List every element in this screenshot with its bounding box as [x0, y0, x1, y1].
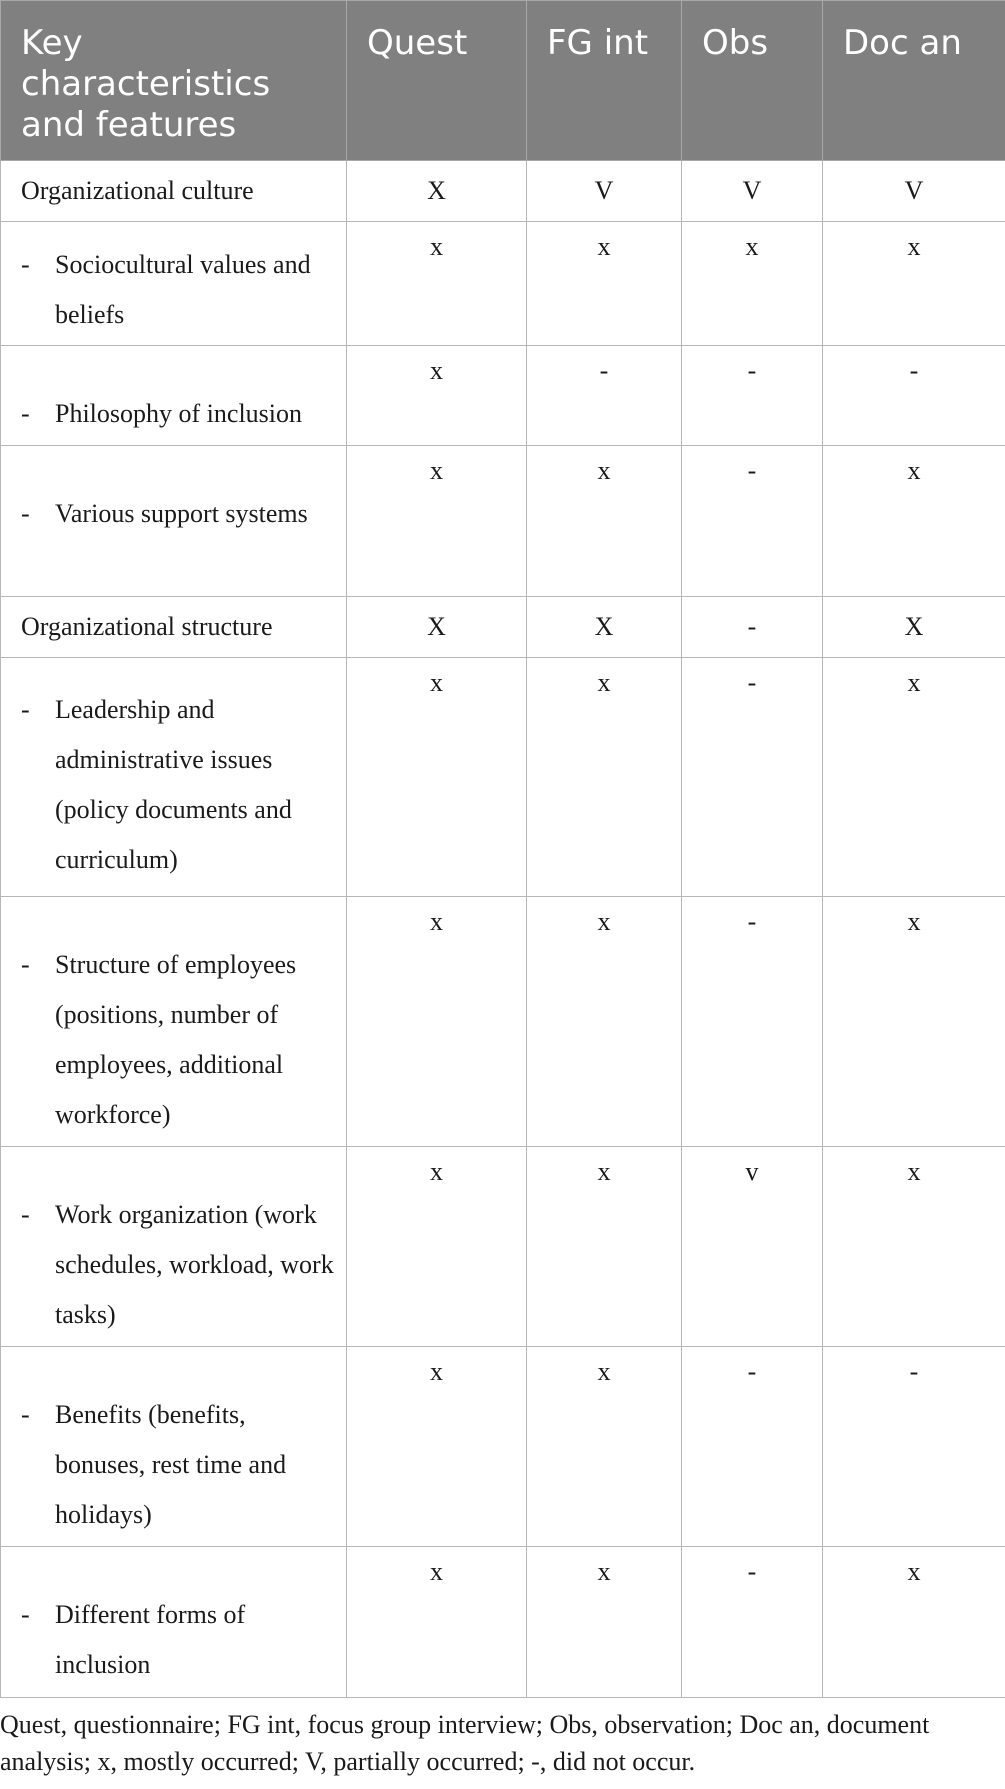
table-row [1, 1347, 1005, 1547]
header-doc-an: Doc an [823, 1, 1005, 161]
cell-fg-int: x [527, 1347, 682, 1547]
header-feature: Key characteristics and features [1, 1, 347, 161]
cell-quest: x [347, 222, 527, 346]
cell-doc-an: x [823, 658, 1005, 897]
cell-doc-an: x [823, 897, 1005, 1147]
row-label-cell [1, 446, 347, 597]
table-row [1, 1147, 1005, 1347]
cell-doc-an: - [823, 1347, 1005, 1547]
cell-fg-int: x [527, 1547, 682, 1698]
table-row [1, 446, 1005, 597]
cell-quest: x [347, 1347, 527, 1547]
cell-obs: - [682, 597, 823, 658]
table-row [1, 658, 1005, 897]
row-label-cell [1, 1347, 347, 1547]
header-obs: Obs [682, 1, 823, 161]
cell-obs: - [682, 446, 823, 597]
cell-doc-an: x [823, 1547, 1005, 1698]
row-label: Philosophy of inclusion [55, 399, 303, 428]
cell-fg-int: X [527, 597, 682, 658]
list-dash: - [21, 399, 30, 428]
cell-fg-int: - [527, 346, 682, 446]
cell-quest: x [347, 1547, 527, 1698]
row-label: Work organization (work schedules, workload, work tasks) [55, 1200, 334, 1329]
list-dash: - [21, 695, 30, 724]
header-quest: Quest [347, 1, 527, 161]
table-row [1, 222, 1005, 346]
table-row [1, 897, 1005, 1147]
cell-doc-an: X [823, 597, 1005, 658]
cell-obs: - [682, 1347, 823, 1547]
cell-quest: x [347, 897, 527, 1147]
table-row-organizational-culture [1, 161, 1005, 222]
cell-obs: V [682, 161, 823, 222]
cell-fg-int: x [527, 1147, 682, 1347]
cell-doc-an: V [823, 161, 1005, 222]
table-header-row [1, 1, 1005, 161]
table-footnote: Quest, questionnaire; FG int, focus group interview; Obs, observation; Doc an, document analysis; x, mostly occurred; V, partially occurred; -, did not occur. [0, 1710, 930, 1776]
row-label-cell [1, 1547, 347, 1698]
list-dash: - [21, 1400, 30, 1429]
header-fg-int: FG int [527, 1, 682, 161]
row-label-cell [1, 346, 347, 446]
table-row [1, 346, 1005, 446]
cell-doc-an: x [823, 222, 1005, 346]
cell-quest: X [347, 597, 527, 658]
cell-obs: - [682, 658, 823, 897]
table-row [1, 1547, 1005, 1698]
row-label: Structure of employees (positions, number of employees, additional workforce) [55, 950, 297, 1129]
cell-obs: - [682, 346, 823, 446]
list-dash: - [21, 250, 30, 279]
cell-fg-int: x [527, 658, 682, 897]
cell-doc-an: x [823, 1147, 1005, 1347]
cell-quest: x [347, 658, 527, 897]
cell-quest: x [347, 1147, 527, 1347]
list-dash: - [21, 1200, 30, 1229]
cell-doc-an: - [823, 346, 1005, 446]
table-row-organizational-structure [1, 597, 1005, 658]
list-dash: - [21, 950, 30, 979]
list-dash: - [21, 1600, 30, 1629]
row-label: Leadership and administrative issues (policy documents and curriculum) [55, 695, 292, 874]
cell-obs: - [682, 897, 823, 1147]
row-label: Sociocultural values and beliefs [55, 250, 311, 329]
row-label-cell [1, 1147, 347, 1347]
row-label-cell [1, 222, 347, 346]
row-label: Various support systems [55, 499, 308, 528]
cell-fg-int: x [527, 222, 682, 346]
cell-fg-int: x [527, 897, 682, 1147]
row-label: Organizational culture [1, 161, 347, 222]
cell-quest: x [347, 446, 527, 597]
cell-fg-int: V [527, 161, 682, 222]
row-label-cell [1, 897, 347, 1147]
row-label: Benefits (benefits, bonuses, rest time and holidays) [55, 1400, 287, 1529]
list-dash: - [21, 499, 30, 528]
cell-obs: x [682, 222, 823, 346]
row-label: Different forms of inclusion [55, 1600, 246, 1679]
cell-obs: v [682, 1147, 823, 1347]
row-label-cell [1, 658, 347, 897]
cell-quest: X [347, 161, 527, 222]
row-label: Organizational structure [1, 597, 347, 658]
cell-doc-an: x [823, 446, 1005, 597]
cell-fg-int: x [527, 446, 682, 597]
cell-quest: x [347, 346, 527, 446]
cell-obs: - [682, 1547, 823, 1698]
